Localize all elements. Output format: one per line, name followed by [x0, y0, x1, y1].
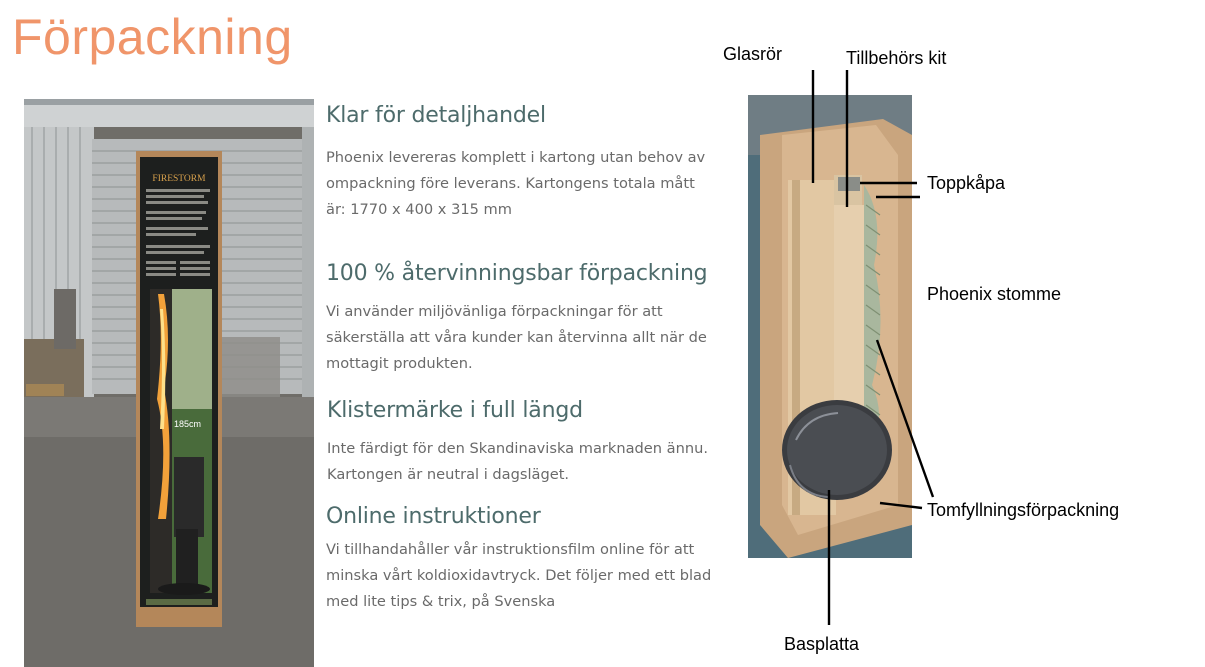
page-title: Förpackning	[12, 9, 293, 65]
section-heading-sticker: Klistermärke i full längd	[327, 398, 583, 423]
section-text-recycling: Vi använder miljövänliga förpackningar för att säkerställa att våra kunder kan återvinna allt när de mottagit produkten.	[326, 303, 707, 372]
box-height-label: 185cm	[174, 419, 202, 429]
callout-glass-tube: Glasrör	[723, 44, 783, 64]
section-heading-recycling: 100 % återvinningsbar förpackning	[326, 261, 708, 286]
callout-fill-packaging: Tomfyllningsförpackning	[927, 500, 1120, 520]
section-text-online: Vi tillhandahåller vår instruktionsfilm online för att minska vårt koldioxidavtryck. Det följer med ett blad med lite tips & trix, på Svenska	[326, 541, 712, 610]
section-text-retail: Phoenix levereras komplett i kartong utan behov av ompackning före leverans. Kartongens totala mått är: 1770 x 400 x 315 mm	[326, 149, 706, 218]
callout-phoenix-body: Phoenix stomme	[927, 284, 1062, 304]
section-heading-online: Online instruktioner	[326, 504, 541, 529]
callout-accessory-kit: Tillbehörs kit	[846, 48, 947, 68]
callout-base-plate: Basplatta	[784, 634, 860, 654]
section-text-sticker: Inte färdigt för den Skandinaviska marknaden ännu. Kartongen är neutral i dagsläget.	[327, 440, 708, 483]
callout-top-cap: Toppkåpa	[927, 173, 1006, 193]
box-brand-text: FIRESTORM	[152, 174, 206, 184]
section-heading-retail: Klar för detaljhandel	[326, 103, 546, 128]
